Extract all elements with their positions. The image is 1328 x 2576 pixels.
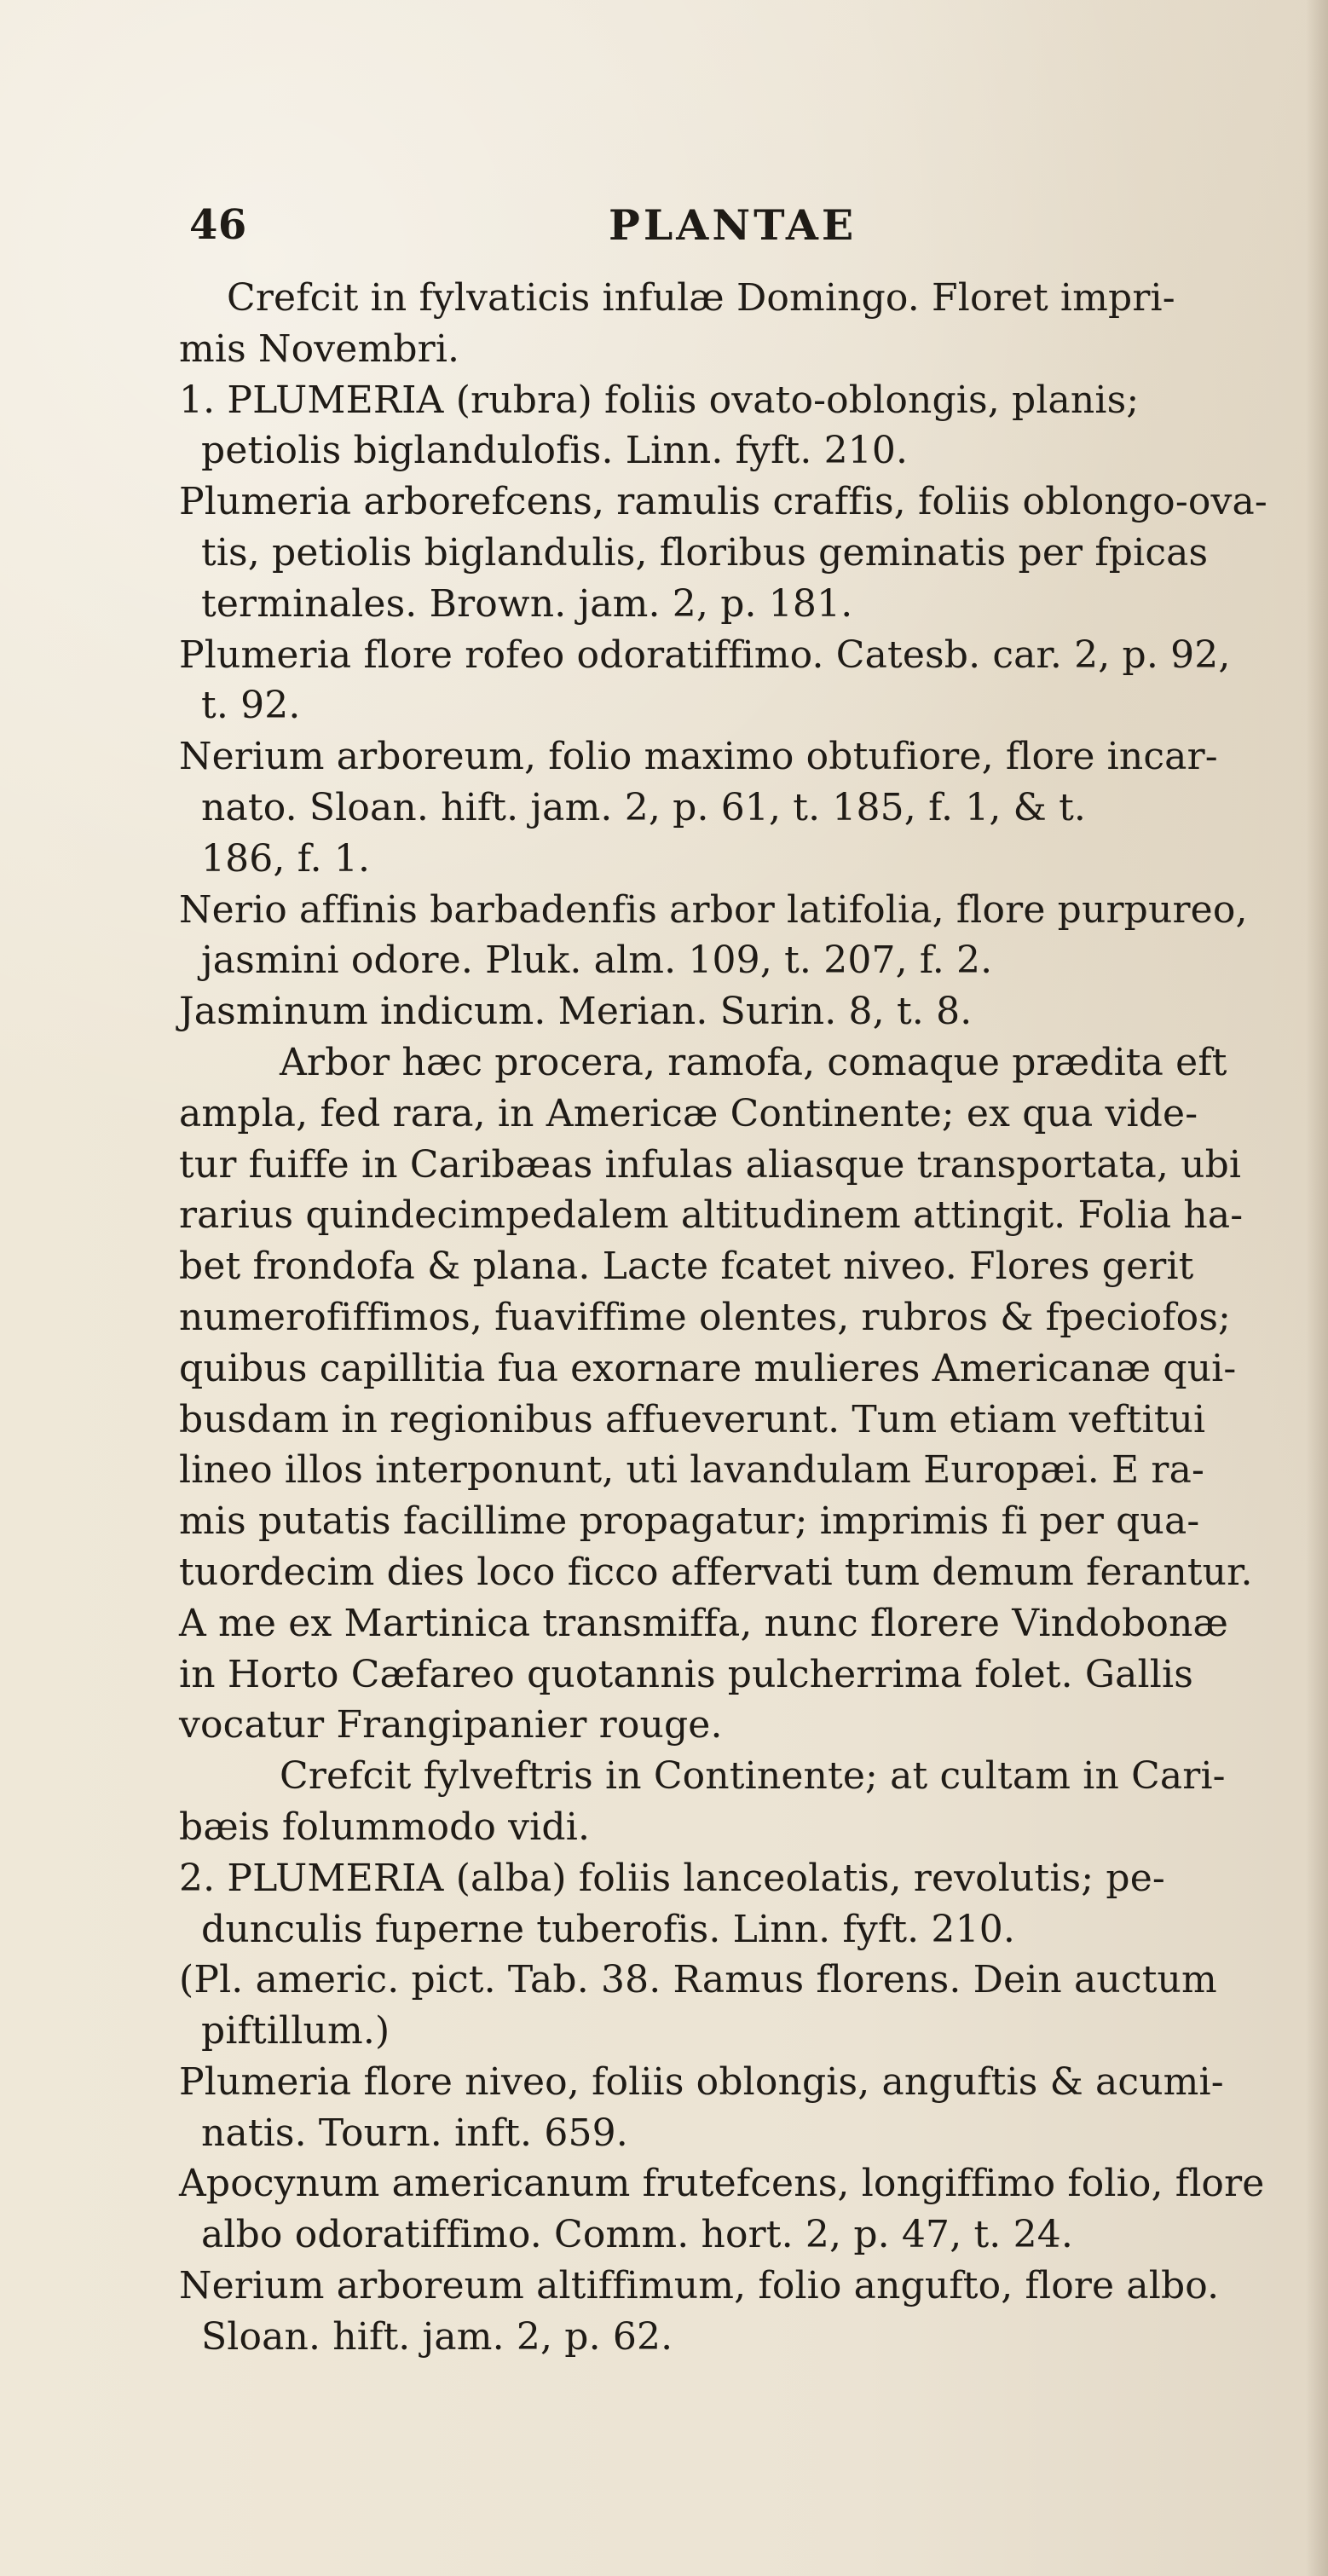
text-line: in Horto Cæfareo quotannis pulcherrima folet. Gallis — [179, 1652, 1193, 1696]
text-line: numerofiffimos, fuaviffime olentes, rubros & fpeciofos; — [179, 1295, 1232, 1339]
text-line: bet frondofa & plana. Lacte fcatet niveo. Flores gerit — [179, 1245, 1194, 1289]
page-number: 46 — [189, 201, 247, 249]
text-line: mis putatis facillime propagatur; imprimis fi per qua- — [179, 1499, 1200, 1544]
text-line: rarius quindecimpedalem altitudinem attingit. Folia ha- — [179, 1193, 1244, 1238]
text-line: 1. PLUMERIA (rubra) foliis ovato-oblongis, planis; — [179, 378, 1140, 422]
text-line: Plumeria flore rofeo odoratiffimo. Catesb. car. 2, p. 92, — [179, 632, 1231, 677]
text-line: Arbor hæc procera, ramofa, comaque prædita eft — [280, 1040, 1227, 1084]
text-line: tuordecim dies loco ficco affervati tum demum ferantur. — [179, 1550, 1253, 1594]
text-line: Crefcit in fylvaticis infulæ Domingo. Floret impri- — [227, 276, 1175, 320]
text-line: natis. Tourn. inft. 659. — [201, 2111, 628, 2155]
text-line: terminales. Brown. jam. 2, p. 181. — [201, 581, 853, 626]
text-line: bæis folummodo vidi. — [179, 1805, 591, 1849]
text-line: A me ex Martinica transmiffa, nunc florere Vindobonæ — [179, 1601, 1228, 1645]
text-line: Sloan. hift. jam. 2, p. 62. — [201, 2314, 673, 2359]
text-line: dunculis fuperne tuberofis. Linn. fyft. 210. — [201, 1907, 1016, 1951]
body-text — [179, 273, 1311, 2363]
text-line: Jasminum indicum. Merian. Surin. 8, t. 8. — [179, 990, 973, 1034]
text-line: Plumeria arborefcens, ramulis craffis, foliis oblongo-ova- — [179, 480, 1267, 524]
text-line: lineo illos interponunt, uti lavandulam Europæi. E ra- — [179, 1448, 1204, 1493]
text-line: Nerio affinis barbadenfis arbor latifolia, flore purpureo, — [179, 887, 1248, 932]
text-line: t. 92. — [201, 684, 301, 728]
text-line: Apocynum americanum frutefcens, longiffimo folio, flore — [179, 2162, 1265, 2206]
text-line: vocatur Frangipanier rouge. — [179, 1703, 723, 1747]
text-line: Crefcit fylveftris in Continente; at cultam in Cari- — [280, 1754, 1226, 1799]
text-line: tis, petiolis biglandulis, floribus geminatis per fpicas — [201, 530, 1209, 575]
page-header — [189, 198, 1246, 252]
text-line: jasmini odore. Pluk. alm. 109, t. 207, f. 2. — [201, 939, 993, 983]
text-line: albo odoratiffimo. Comm. hort. 2, p. 47, t. 24. — [201, 2213, 1074, 2257]
text-line: petiolis biglandulofis. Linn. fyft. 210. — [201, 429, 909, 473]
text-line: Plumeria flore niveo, foliis oblongis, anguftis & acumi- — [179, 2059, 1224, 2104]
running-head: PLANTAE — [609, 200, 857, 250]
text-line: nato. Sloan. hift. jam. 2, p. 61, t. 185, f. 1, & t. — [201, 785, 1087, 829]
text-line: (Pl. americ. pict. Tab. 38. Ramus florens. Dein auctum — [179, 1958, 1217, 2002]
text-line: 186, f. 1. — [201, 836, 371, 881]
text-line: busdam in regionibus affueverunt. Tum etiam veftitui — [179, 1397, 1206, 1441]
text-line: ampla, fed rara, in Americæ Continente; ex qua vide- — [179, 1091, 1198, 1135]
text-line: piftillum.) — [201, 2009, 390, 2053]
text-line: Nerium arboreum, folio maximo obtufiore, flore incar- — [179, 735, 1218, 779]
text-line: quibus capillitia fua exornare mulieres Americanæ qui- — [179, 1346, 1237, 1390]
text-line: mis Novembri. — [179, 326, 460, 371]
text-line: tur fuiffe in Caribæas infulas aliasque transportata, ubi — [179, 1142, 1242, 1187]
text-line: Nerium arboreum altiffimum, folio angufto, flore albo. — [179, 2264, 1220, 2308]
text-line: 2. PLUMERIA (alba) foliis lanceolatis, revolutis; pe- — [179, 1856, 1165, 1900]
